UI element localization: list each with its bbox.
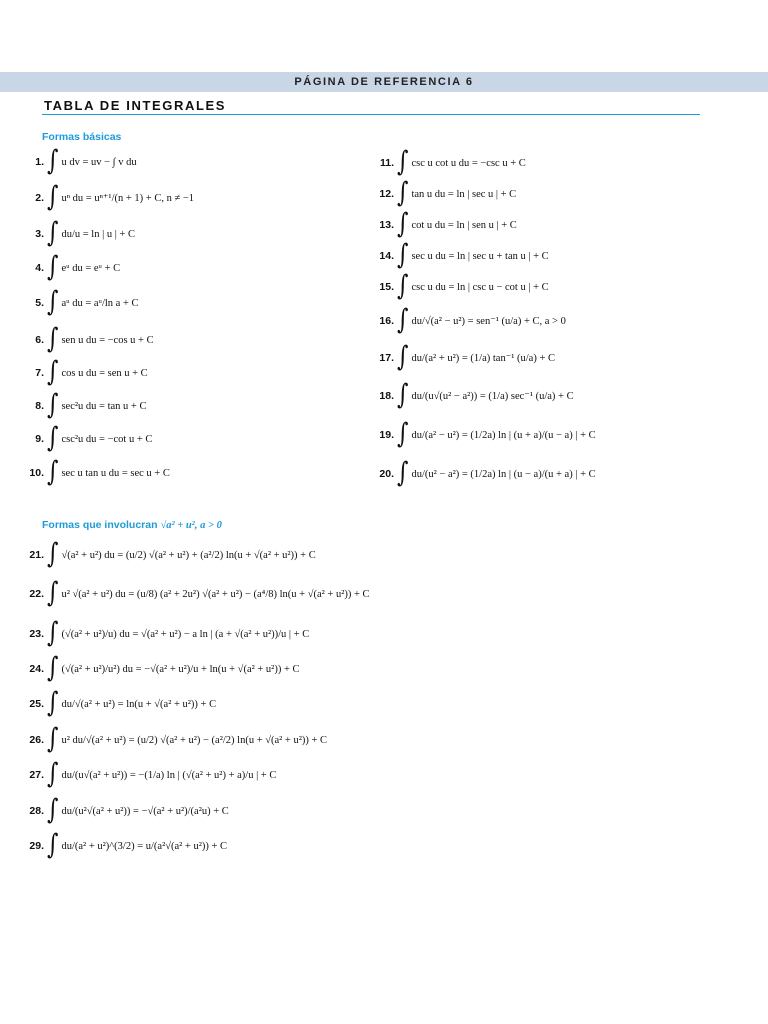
formula-20 (372, 457, 596, 489)
formula-21 (22, 538, 316, 570)
integral-sign: ∫ (397, 379, 409, 411)
integral-sign: ∫ (397, 239, 409, 271)
formula-22 (22, 577, 370, 609)
formula-number: 2. (35, 192, 44, 204)
formula-expression: aᵘ du = aᵘ/ln a + C (61, 297, 139, 309)
integral-sign: ∫ (47, 577, 59, 609)
section-heading-sqrt-text: Formas que involucran (42, 519, 158, 531)
formula-5 (22, 286, 139, 318)
formula-number: 13. (379, 219, 394, 231)
integral-sign: ∫ (47, 181, 59, 213)
integral-sign: ∫ (397, 418, 409, 450)
formula-29 (22, 829, 228, 861)
integral-sign: ∫ (47, 422, 59, 454)
formula-number: 26. (29, 734, 44, 746)
formula-expression: du/u = ln | u | + C (61, 228, 135, 240)
formula-19 (372, 418, 596, 450)
integral-sign: ∫ (47, 389, 59, 421)
formula-number: 17. (379, 352, 394, 364)
integral-sign: ∫ (47, 758, 59, 790)
formula-number: 15. (379, 281, 394, 293)
formula-28 (22, 794, 229, 826)
formula-expression: du/√(a² + u²) = ln(u + √(a² + u²)) + C (61, 698, 217, 710)
formula-2 (22, 181, 195, 213)
formula-number: 28. (29, 805, 44, 817)
formula-number: 7. (35, 367, 44, 379)
integral-sign: ∫ (47, 617, 59, 649)
formula-number: 22. (29, 588, 44, 600)
formula-23 (22, 617, 310, 649)
formula-expression: sec u tan u du = sec u + C (61, 467, 170, 479)
formula-14 (372, 239, 549, 271)
formula-26 (22, 723, 328, 755)
formula-expression: du/√(a² − u²) = sen⁻¹ (u/a) + C, a > 0 (411, 316, 566, 327)
formula-7 (22, 356, 148, 388)
formula-expression: du/(u²√(a² + u²)) = −√(a² + u²)/(a²u) + C (61, 805, 229, 817)
integral-sign: ∫ (47, 687, 59, 719)
page-title: TABLA DE INTEGRALES (44, 98, 227, 113)
integral-sign: ∫ (47, 286, 59, 318)
formula-expression: (√(a² + u²)/u) du = √(a² + u²) − a ln | (a + √(a² + u²))/u | + C (61, 628, 310, 640)
integral-sign: ∫ (397, 304, 409, 336)
formula-number: 21. (29, 549, 44, 561)
formula-expression: csc²u du = −cot u + C (61, 433, 153, 445)
integral-sign: ∫ (397, 341, 409, 373)
title-divider (42, 114, 700, 115)
formula-expression: √(a² + u²) du = (u/2) √(a² + u²) + (a²/2) ln(u + √(a² + u²)) + C (61, 549, 316, 561)
formula-number: 3. (35, 228, 44, 240)
formula-expression: du/(a² + u²) = (1/a) tan⁻¹ (u/a) + C (411, 353, 556, 364)
formula-27 (22, 758, 277, 790)
integral-sign: ∫ (397, 177, 409, 209)
integral-sign: ∫ (47, 356, 59, 388)
formula-4 (22, 251, 121, 283)
section-heading-sqrt-math: √a² + u², a > 0 (160, 520, 222, 531)
formula-16 (372, 304, 566, 336)
formula-number: 8. (35, 400, 44, 412)
formula-expression: cot u du = ln | sen u | + C (411, 219, 517, 231)
formula-11 (372, 146, 526, 178)
formula-number: 5. (35, 297, 44, 309)
formula-number: 25. (29, 698, 44, 710)
formula-number: 24. (29, 663, 44, 675)
formula-number: 27. (29, 769, 44, 781)
formula-expression: eᵘ du = eᵘ + C (61, 262, 121, 274)
formula-expression: du/(u√(u² − a²)) = (1/a) sec⁻¹ (u/a) + C (411, 391, 574, 402)
formula-13 (372, 208, 517, 240)
integral-sign: ∫ (397, 146, 409, 178)
formula-number: 19. (379, 429, 394, 441)
formula-3 (22, 217, 135, 249)
formula-number: 29. (29, 840, 44, 852)
formula-expression: csc u du = ln | csc u − cot u | + C (411, 281, 549, 293)
section-heading-sqrt (42, 519, 222, 531)
integral-sign: ∫ (47, 652, 59, 684)
integral-sign: ∫ (47, 251, 59, 283)
integral-sign: ∫ (47, 538, 59, 570)
integral-sign: ∫ (47, 723, 59, 755)
formula-expression: u² √(a² + u²) du = (u/8) (a² + 2u²) √(a² + u²) − (a⁴/8) ln(u + √(a² + u²)) + C (61, 588, 370, 600)
integral-sign: ∫ (47, 829, 59, 861)
formula-17 (372, 341, 556, 373)
integral-sign: ∫ (47, 456, 59, 488)
formula-6 (22, 323, 154, 355)
integral-sign: ∫ (397, 208, 409, 240)
formula-number: 11. (379, 157, 394, 169)
page-reference-label: PÁGINA DE REFERENCIA 6 (294, 76, 474, 88)
formula-expression: (√(a² + u²)/u²) du = −√(a² + u²)/u + ln(u + √(a² + u²)) + C (61, 663, 300, 675)
integral-sign: ∫ (47, 217, 59, 249)
formula-expression: u² du/√(a² + u²) = (u/2) √(a² + u²) − (a²/2) ln(u + √(a² + u²)) + C (61, 734, 328, 746)
formula-number: 4. (35, 262, 44, 274)
formula-number: 14. (379, 250, 394, 262)
formula-expression: u dv = uv − ∫ v du (61, 156, 137, 168)
formula-15 (372, 270, 549, 302)
formula-expression: tan u du = ln | sec u | + C (411, 188, 517, 200)
formula-expression: csc u cot u du = −csc u + C (411, 157, 526, 169)
formula-number: 20. (379, 468, 394, 480)
formula-9 (22, 422, 153, 454)
formula-24 (22, 652, 300, 684)
formula-number: 1. (35, 156, 44, 168)
formula-8 (22, 389, 147, 421)
formula-expression: du/(u² − a²) = (1/2a) ln | (u − a)/(u + a) | + C (411, 468, 596, 480)
integral-sign: ∫ (397, 270, 409, 302)
formula-expression: sen u du = −cos u + C (61, 334, 154, 346)
integral-sign: ∫ (47, 794, 59, 826)
integral-sign: ∫ (47, 145, 59, 177)
formula-number: 9. (35, 433, 44, 445)
formula-expression: sec u du = ln | sec u + tan u | + C (411, 250, 549, 262)
formula-expression: du/(a² + u²)^(3/2) = u/(a²√(a² + u²)) + C (61, 840, 228, 852)
integral-sign: ∫ (47, 323, 59, 355)
formula-number: 16. (379, 315, 394, 327)
formula-number: 23. (29, 628, 44, 640)
formula-expression: du/(u√(a² + u²)) = −(1/a) ln | (√(a² + u²) + a)/u | + C (61, 769, 277, 781)
formula-expression: cos u du = sen u + C (61, 367, 148, 379)
formula-expression: uⁿ du = uⁿ⁺¹/(n + 1) + C, n ≠ −1 (61, 193, 195, 204)
formula-expression: du/(a² − u²) = (1/2a) ln | (u + a)/(u − a) | + C (411, 429, 596, 441)
formula-expression: sec²u du = tan u + C (61, 400, 147, 412)
formula-10 (22, 456, 170, 488)
integral-sign: ∫ (397, 457, 409, 489)
formula-number: 10. (29, 467, 44, 479)
formula-18 (372, 379, 574, 411)
formula-number: 18. (379, 390, 394, 402)
formula-number: 6. (35, 334, 44, 346)
formula-number: 12. (379, 188, 394, 200)
formula-25 (22, 687, 217, 719)
section-heading-basic: Formas básicas (42, 131, 122, 143)
formula-12 (372, 177, 517, 209)
formula-1 (22, 145, 137, 177)
